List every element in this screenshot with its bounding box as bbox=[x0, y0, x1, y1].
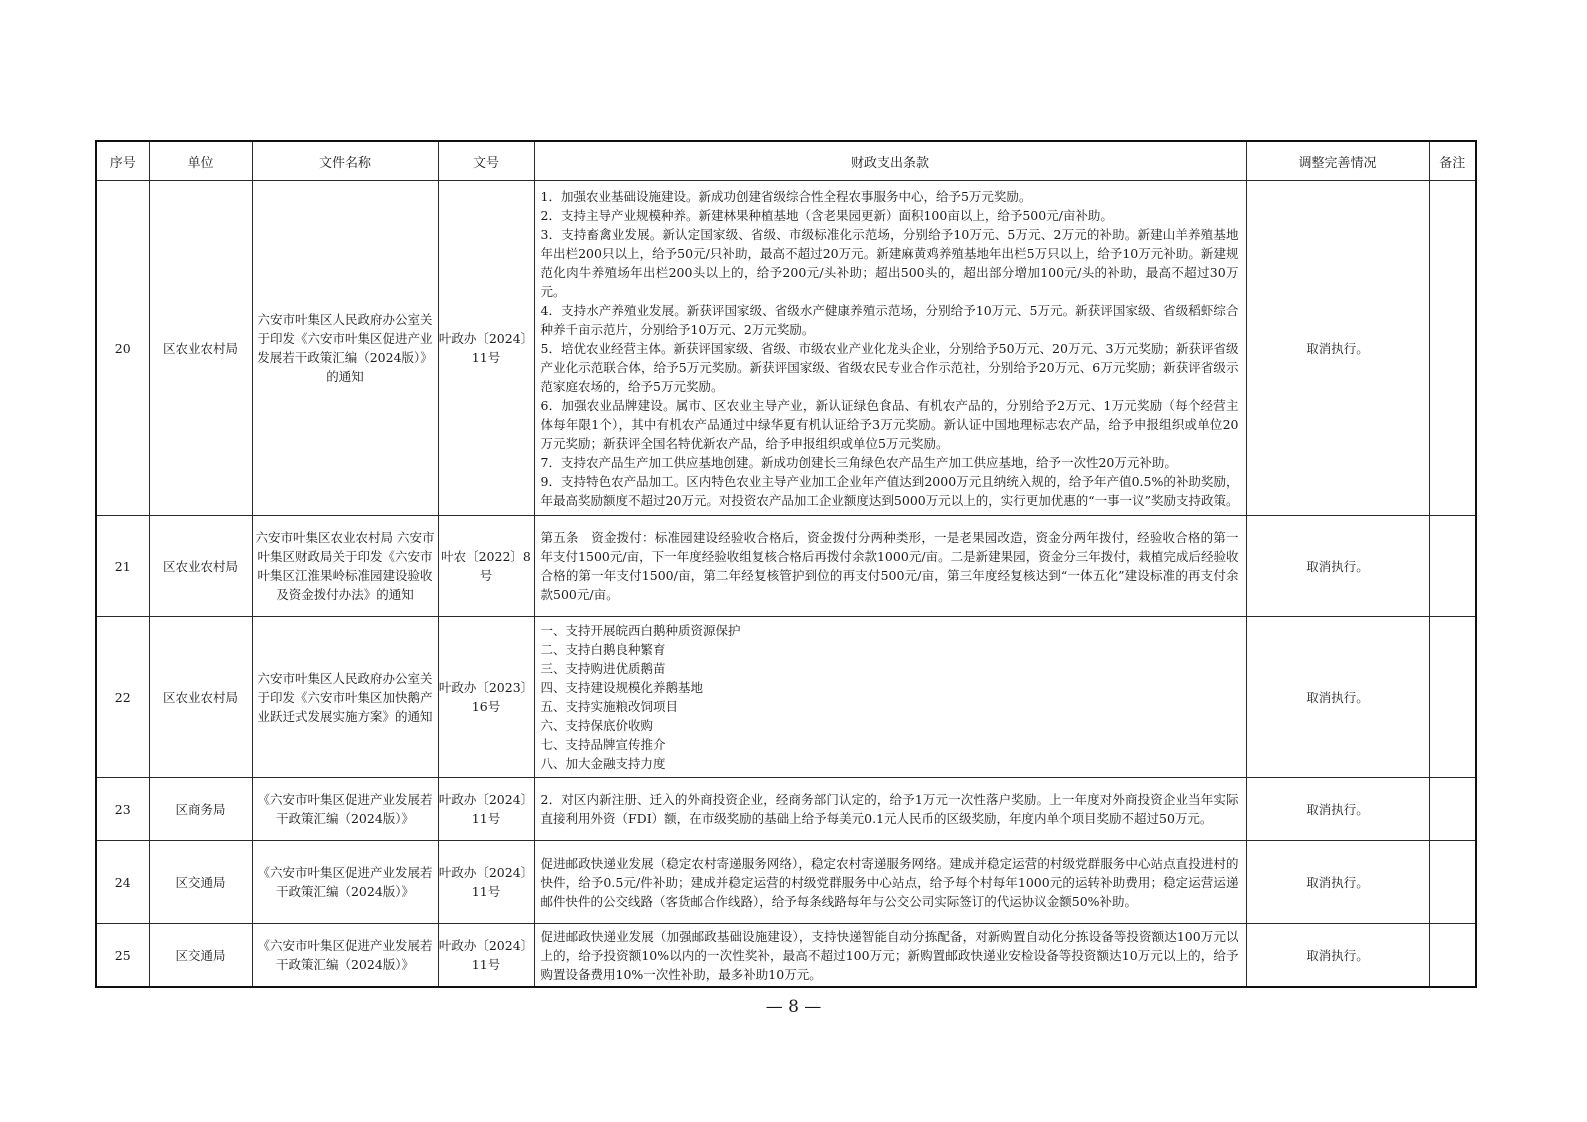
row-doc-no: 叶政办〔2023〕16号 bbox=[438, 617, 534, 778]
row-clauses bbox=[534, 617, 1246, 778]
row-remark bbox=[1429, 617, 1476, 778]
clause-line: 3．支持畜禽业发展。新认定国家级、省级、市级标准化示范场，分别给予10万元、5万元、2万元的补助。新建山羊养殖基地年出栏200只以上，给予50元/只补助，最高不超过20万元。新建麻黄鸡养殖基地年出栏5万只以上，给予10万元补助。新建规范化肉牛养殖场年出栏200头以上的，给予200元/头补助；超出500头的，超出部分增加100元/头的补助，最高不超过30万元。 bbox=[540, 226, 1239, 299]
row-remark bbox=[1429, 924, 1476, 988]
header-doc-name: 文件名称 bbox=[252, 141, 438, 181]
page-number: — 8 — bbox=[765, 997, 822, 1017]
header-unit: 单位 bbox=[149, 141, 252, 181]
row-doc-no: 叶政办〔2024〕11号 bbox=[438, 924, 534, 988]
row-unit: 区农业农村局 bbox=[149, 516, 252, 617]
clause-line: 5．培优农业经营主体。新获评国家级、省级、市级农业产业化龙头企业，分别给予50万元、20万元、3万元奖励；新获评省级产业化示范联合体，给予5万元奖励。新获评国家级、省级农民专业合作示范社，分别给予20万元、6万元奖励；新获评省级示范家庭农场的，给予5万元奖励。 bbox=[540, 340, 1239, 394]
row-remark bbox=[1429, 778, 1476, 841]
header-adjust: 调整完善情况 bbox=[1246, 141, 1429, 181]
table-row bbox=[96, 617, 1476, 778]
row-seq: 23 bbox=[96, 778, 149, 841]
table-row bbox=[96, 181, 1476, 516]
policy-table bbox=[95, 140, 1477, 988]
header-doc-no: 文号 bbox=[438, 141, 534, 181]
row-adjust: 取消执行。 bbox=[1246, 924, 1429, 988]
row-adjust: 取消执行。 bbox=[1246, 778, 1429, 841]
row-unit: 区交通局 bbox=[149, 841, 252, 924]
header-clauses: 财政支出条款 bbox=[534, 141, 1246, 181]
row-doc-name: 六安市叶集区人民政府办公室关于印发《六安市叶集区促进产业发展若干政策汇编（2024版）》的通知 bbox=[252, 181, 438, 516]
header-remark: 备注 bbox=[1429, 141, 1476, 181]
row-seq: 22 bbox=[96, 617, 149, 778]
row-clauses bbox=[534, 181, 1246, 516]
row-adjust: 取消执行。 bbox=[1246, 617, 1429, 778]
row-remark bbox=[1429, 841, 1476, 924]
row-adjust: 取消执行。 bbox=[1246, 516, 1429, 617]
row-unit: 区交通局 bbox=[149, 924, 252, 988]
clause-line: 三、支持购进优质鹅苗 bbox=[540, 661, 666, 676]
clause-line: 2．对区内新注册、迁入的外商投资企业，经商务部门认定的，给予1万元一次性落户奖励。上一年度对外商投资企业当年实际直接利用外资（FDI）额，在市级奖励的基础上给予每美元0.1元人民币的区级奖励，年度内单个项目奖励不超过50万元。 bbox=[540, 792, 1239, 826]
row-clauses bbox=[534, 841, 1246, 924]
row-clauses bbox=[534, 778, 1246, 841]
row-remark bbox=[1429, 181, 1476, 516]
row-unit: 区商务局 bbox=[149, 778, 252, 841]
row-adjust: 取消执行。 bbox=[1246, 841, 1429, 924]
row-doc-no: 叶政办〔2024〕11号 bbox=[438, 181, 534, 516]
clause-line: 四、支持建设规模化养鹅基地 bbox=[540, 680, 704, 695]
clause-line: 9．支持特色农产品加工。区内特色农业主导产业加工企业年产值达到2000万元且纳统入规的，给予年产值0.5%的补助奖励，年最高奖励额度不超过20万元。对投资农产品加工企业额度达到5000万元以上的，实行更加优惠的“一事一议”奖励支持政策。 bbox=[540, 473, 1239, 508]
clause-line: 1．加强农业基础设施建设。新成功创建省级综合性全程农事服务中心，给予5万元奖励。 bbox=[540, 188, 1032, 204]
clause-line: 6．加强农业品牌建设。属市、区农业主导产业，新认证绿色食品、有机农产品的，分别给予2万元、1万元奖励（每个经营主体每年限1个），其中有机农产品通过中绿华夏有机认证给予3万元奖励。新认证中国地理标志农产品，给予申报组织或单位20万元奖励；新获评全国名特优新农产品，给予申报组织或单位5万元奖励。 bbox=[540, 397, 1239, 451]
clause-line: 2．支持主导产业规模种养。新建林果种植基地（含老果园更新）面积100亩以上，给予500元/亩补助。 bbox=[540, 207, 1113, 223]
row-doc-name: 六安市叶集区人民政府办公室关于印发《六安市叶集区加快鹅产业跃迁式发展实施方案》的通知 bbox=[252, 617, 438, 778]
table-header bbox=[96, 141, 1476, 181]
row-doc-name: 六安市叶集区农业农村局 六安市叶集区财政局关于印发《六安市叶集区江淮果岭标准园建设验收及资金拨付办法》的通知 bbox=[252, 516, 438, 617]
clause-line: 促进邮政快递业发展（加强邮政基础设施建设），支持快递智能自动分拣配备，对新购置自动化分拣设备等投资额达100万元以上的，给予投资额10%以内的一次性奖补，最高不超过100万元；新购置邮政快递业安检设备等投资额达10万元以上的，给予购置设备费用10%一次性补助，最多补助10万元。 bbox=[540, 928, 1239, 982]
clause-line: 七、支持品牌宣传推介 bbox=[540, 737, 666, 752]
row-adjust: 取消执行。 bbox=[1246, 181, 1429, 516]
header-seq: 序号 bbox=[96, 141, 149, 181]
clause-line: 八、加大金融支持力度 bbox=[540, 756, 666, 771]
clause-line: 促进邮政快递业发展（稳定农村寄递服务网络），稳定农村寄递服务网络。建成并稳定运营的村级党群服务中心站点直投进村的快件，给予0.5元/件补助；建成并稳定运营的村级党群服务中心站点，给予每个村每年1000元的运转补助费用；稳定运营运递邮件快件的公交线路（客货邮合作线路），给予每条线路每年与公交公司实际签订的代运协议金额50%补助。 bbox=[540, 855, 1239, 909]
row-clauses bbox=[534, 924, 1246, 988]
clause-line: 第五条 资金拨付：标准园建设经验收合格后，资金拨付分两种类形，一是老果园改造，资金分两年拨付，经验收合格的第一年支付1500元/亩，下一年度经验收组复核合格后再拨付余款1000元/亩。二是新建果园，资金分三年拨付，栽植完成后经验收合格的第一年支付1500/亩，第二年经复核管护到位的再支付500元/亩，第三年度经复核达到“一体五化”建设标准的再支付余款500元/亩。 bbox=[540, 530, 1239, 602]
row-unit: 区农业农村局 bbox=[149, 617, 252, 778]
row-remark bbox=[1429, 516, 1476, 617]
clause-line: 7．支持农产品生产加工供应基地创建。新成功创建长三角绿色农产品生产加工供应基地，给予一次性20万元补助。 bbox=[540, 454, 1177, 470]
clause-line: 六、支持保底价收购 bbox=[540, 718, 654, 733]
row-seq: 20 bbox=[96, 181, 149, 516]
row-doc-name: 《六安市叶集区促进产业发展若干政策汇编（2024版）》 bbox=[252, 841, 438, 924]
table-row bbox=[96, 841, 1476, 924]
clause-line: 二、支持白鹅良种繁育 bbox=[540, 642, 666, 657]
row-doc-name: 《六安市叶集区促进产业发展若干政策汇编（2024版）》 bbox=[252, 924, 438, 988]
table-row bbox=[96, 924, 1476, 988]
row-doc-name: 《六安市叶集区促进产业发展若干政策汇编（2024版）》 bbox=[252, 778, 438, 841]
row-unit: 区农业农村局 bbox=[149, 181, 252, 516]
row-doc-no: 叶政办〔2024〕11号 bbox=[438, 778, 534, 841]
row-seq: 21 bbox=[96, 516, 149, 617]
clause-line: 一、支持开展皖西白鹅种质资源保护 bbox=[540, 623, 741, 638]
table-row bbox=[96, 516, 1476, 617]
row-seq: 24 bbox=[96, 841, 149, 924]
clause-line: 4．支持水产养殖业发展。新获评国家级、省级水产健康养殖示范场，分别给予10万元、5万元。新获评国家级、省级稻虾综合种养千亩示范片，分别给予10万元、2万元奖励。 bbox=[540, 302, 1239, 337]
row-doc-no: 叶农〔2022〕8号 bbox=[438, 516, 534, 617]
row-doc-no: 叶政办〔2024〕11号 bbox=[438, 841, 534, 924]
table-row bbox=[96, 778, 1476, 841]
row-clauses bbox=[534, 516, 1246, 617]
clause-line: 五、支持实施粮改饲项目 bbox=[540, 699, 679, 714]
row-seq: 25 bbox=[96, 924, 149, 988]
